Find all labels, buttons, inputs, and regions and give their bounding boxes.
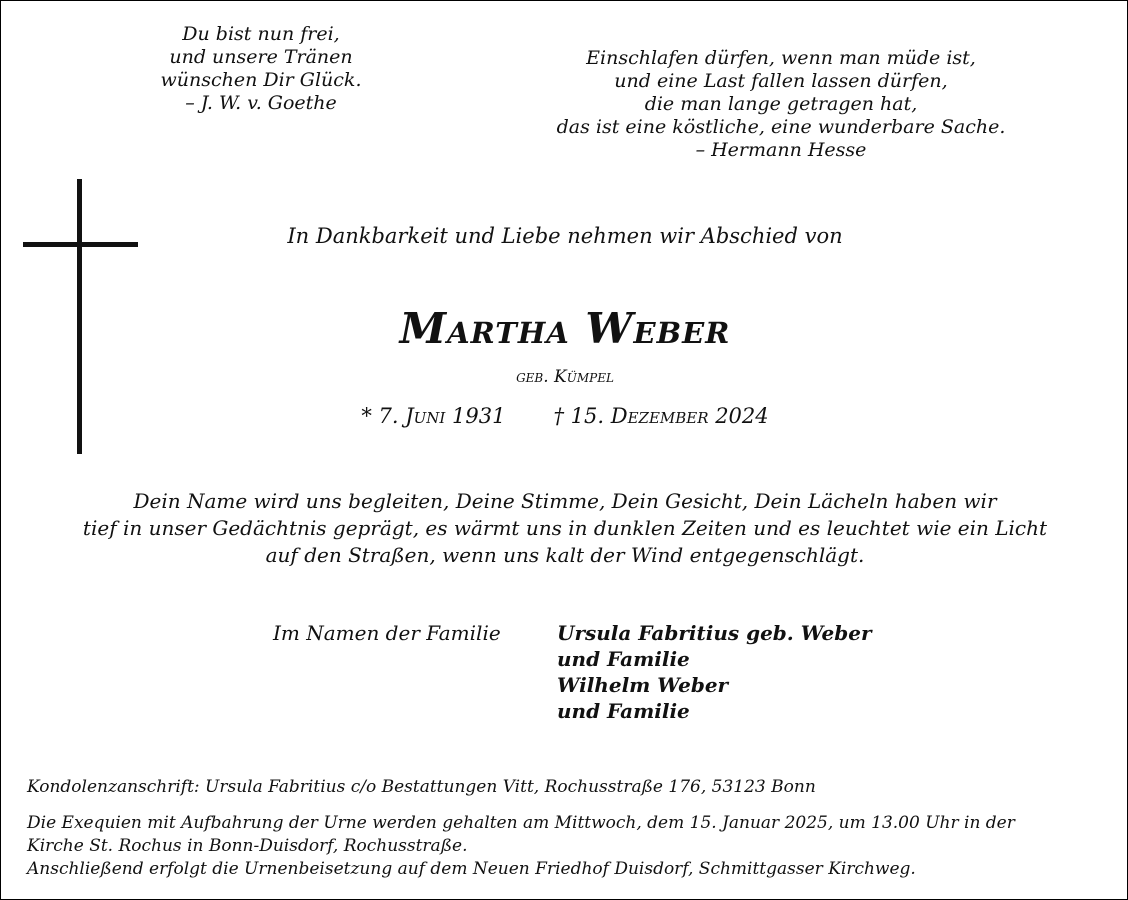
memorial-poem [21, 488, 1109, 569]
poem-line: auf den Straßen, wenn uns kalt der Wind entgegenschlägt. [265, 543, 865, 567]
family-label: Im Namen der Familie [273, 621, 501, 645]
quote-line: und unsere Tränen [169, 46, 353, 68]
funeral-line: Die Exequien mit Aufbahrung der Urne werden gehalten am Mittwoch, dem 15. Januar 2025, um 13.00 Uhr in der [27, 813, 1015, 833]
funeral-line: Anschließend erfolgt die Urnenbeisetzung auf dem Neuen Friedhof Duisdorf, Schmittgasser Kirchweg. [27, 859, 916, 879]
quote-line: Du bist nun frei, [182, 23, 340, 45]
quote-line: und eine Last fallen lassen dürfen, [614, 70, 948, 92]
deceased-name: Martha Weber [399, 304, 731, 353]
hesse-quote [521, 47, 1041, 162]
family-name: und Familie [557, 647, 690, 671]
funeral-details [27, 812, 1117, 881]
quote-line: wünschen Dir Glück. [160, 69, 362, 91]
poem-line: Dein Name wird uns begleiten, Deine Stimme, Dein Gesicht, Dein Lächeln haben wir [133, 489, 997, 513]
quote-line: die man lange getragen hat, [644, 93, 918, 115]
funeral-line: Kirche St. Rochus in Bonn-Duisdorf, Rochusstraße. [27, 836, 468, 856]
quote-author: – J. W. v. Goethe [185, 92, 337, 114]
quote-author: – Hermann Hesse [695, 139, 867, 161]
death-date: † 15. Dezember 2024 [553, 404, 769, 428]
goethe-quote [111, 23, 411, 115]
quote-line: Einschlafen dürfen, wenn man müde ist, [586, 47, 976, 69]
poem-line: tief in unser Gedächtnis geprägt, es wärmt uns in dunklen Zeiten und es leuchtet wie ein Licht [82, 516, 1048, 540]
intro-text: In Dankbarkeit und Liebe nehmen wir Abschied von [287, 224, 843, 248]
family-name: und Familie [557, 699, 690, 723]
family-name: Wilhelm Weber [557, 673, 729, 697]
quote-line: das ist eine köstliche, eine wunderbare Sache. [556, 116, 1006, 138]
life-dates [301, 402, 829, 430]
family-name: Ursula Fabritius geb. Weber [557, 621, 872, 645]
cross-icon [23, 179, 139, 455]
condolence-address: Kondolenzanschrift: Ursula Fabritius c/o Bestattungen Vitt, Rochusstraße 176, 53123 Bonn [27, 777, 816, 797]
birth-name: geb. Kümpel [516, 367, 614, 387]
birth-date: * 7. Juni 1931 [361, 404, 506, 428]
family-names [557, 620, 872, 724]
